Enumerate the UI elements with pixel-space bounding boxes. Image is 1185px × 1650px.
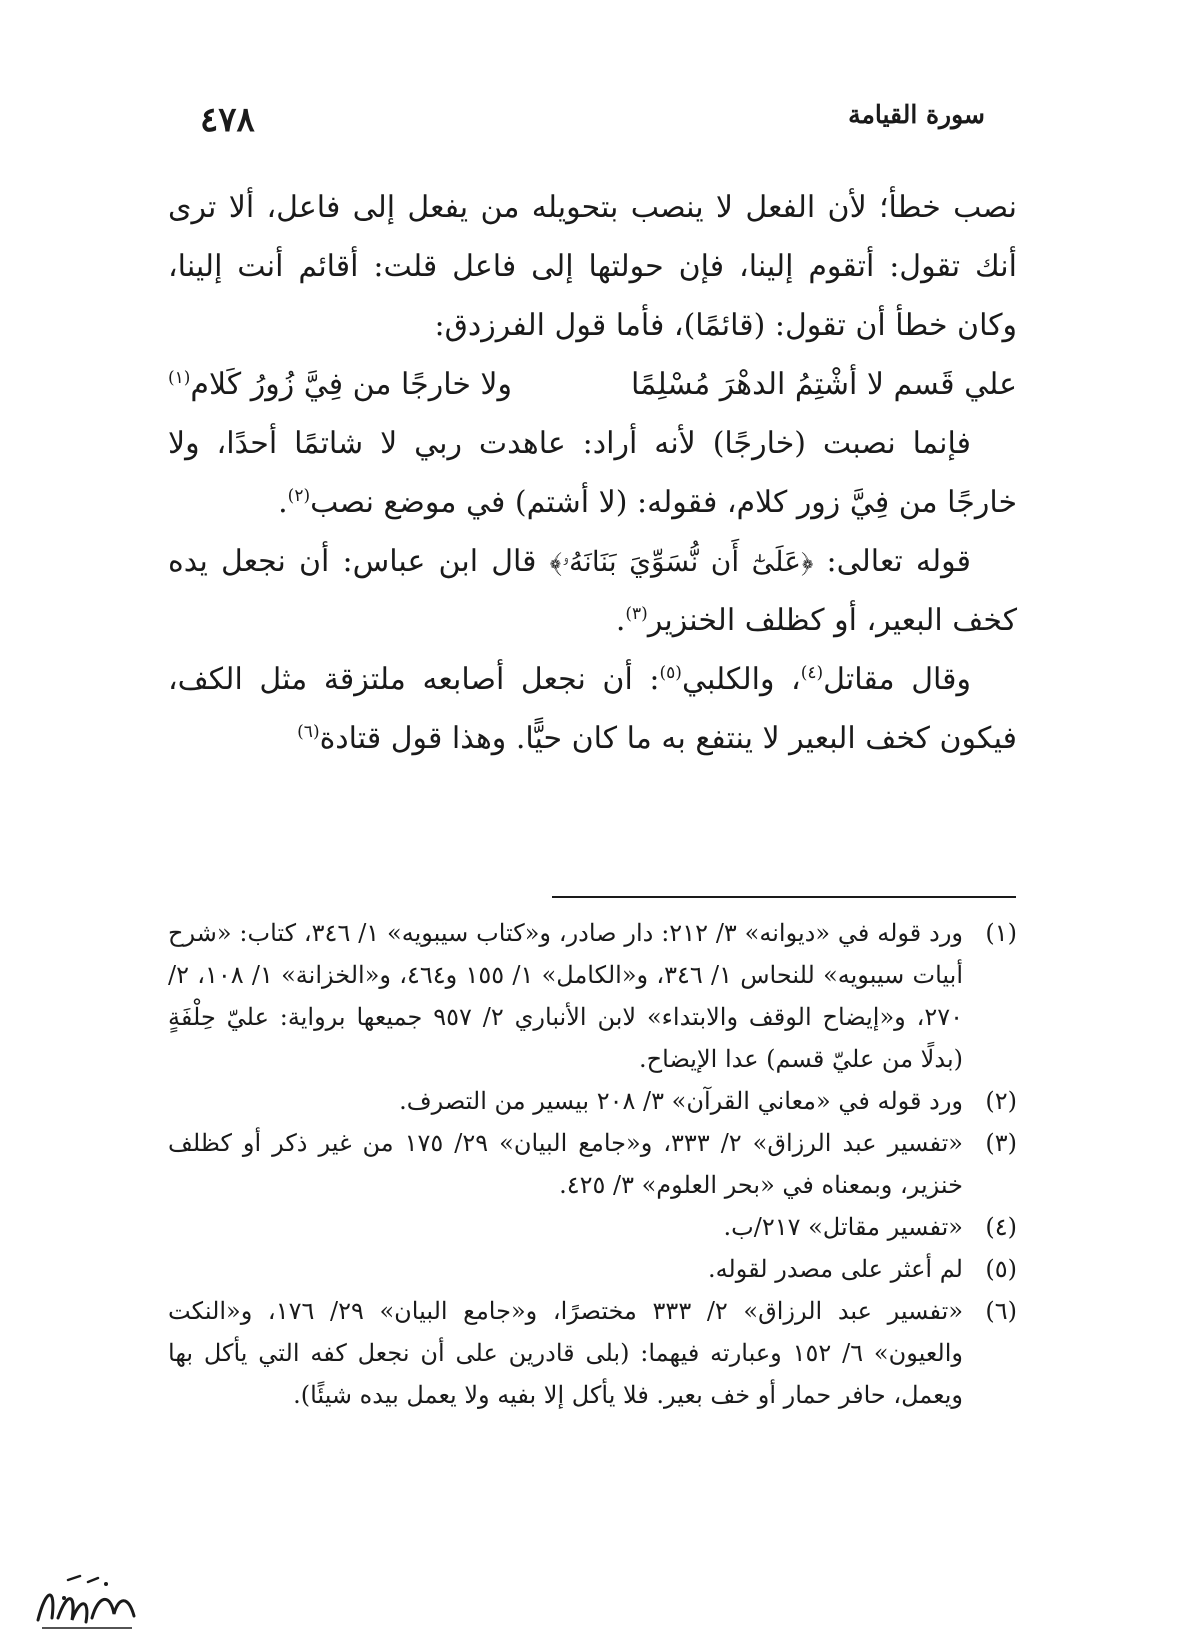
footnote-ref-1[interactable]: (١) [168,368,191,388]
verse-hemistich-first: علي قَسم لا أشْتِمُ الدهْرَ مُسْلِمًا [630,367,1017,402]
footnote-ref-4[interactable]: (٤) [800,663,824,683]
footnote-number: (٣) [985,1129,1017,1157]
paragraph-2-text: فإنما نصبت (خارجًا) لأنه أراد: عاهدت ربي لا شاتمًا أحدًا، ولا خارجًا من فِيَّ زور كلام، فقوله: (لا أشتم) في موضع نصب [168,426,1017,520]
footnote-ref-3[interactable]: (٣) [625,604,648,624]
page-header [200,100,985,150]
page-number: ٤٧٨ [200,100,255,140]
footnote-6 [168,1290,1017,1416]
paragraph-4 [168,650,1017,768]
footnote-5 [168,1248,1017,1290]
paragraph-2-end: . [278,485,288,520]
paragraph-2 [168,414,1017,532]
verse-hemistich-second: ولا خارجًا من فِيَّ زُورُ كَلام [190,367,513,402]
paragraph-4-a: وقال مقاتل [823,662,971,697]
footnote-text: «تفسير عبد الرزاق» ٢/ ٣٣٣ مختصرًا، و«جامع البيان» ٢٩/ ١٧٦، و«النكت والعيون» ٦/ ١٥٢ وعبارته فيهما: (بلى قادرين على أن نجعل كفه التي يأكل بها ويعمل، حافر حمار أو خف بعير. فلا يأكل إلا بفيه ولا يعمل بيده شيئًا). [168,1297,964,1409]
footnotes [168,912,1017,1416]
paragraph-1: نصب خطأ؛ لأن الفعل لا ينصب بتحويله من يفعل إلى فاعل، ألا ترى أنك تقول: أتقوم إلينا، فإن حولتها إلى فاعل قلت: أقائم أنت إلينا، وكان خطأ أن تقول: (قائمًا)، فأما قول الفرزدق: [168,190,1017,343]
footnote-ref-5[interactable]: (٥) [659,663,682,683]
paragraph-3 [168,532,1017,650]
footnote-text: لم أعثر على مصدر لقوله. [707,1255,963,1283]
calligraphy-logo-icon [28,1568,146,1638]
footnote-number: (١) [985,919,1017,947]
footnote-4 [168,1206,1017,1248]
footnote-number: (٤) [985,1213,1017,1241]
paragraph-3-mid: قال ابن عباس: أن نجعل يده كخف البعير، أو كظلف الخنزير [168,544,1017,638]
quran-verse: ﴿عَلَىٰٓ أَن نُّسَوِّيَ بَنَانَهُۥ﴾ [549,545,814,578]
footnote-number: (٦) [985,1297,1017,1325]
footnote-number: (٥) [985,1255,1017,1283]
paragraph-4-b: ، والكلبي [681,662,801,697]
footnote-text: ورد قوله في «ديوانه» ٣/ ٢١٢: دار صادر، و«كتاب سيبويه» ١/ ٣٤٦، كتاب: «شرح أبيات سيبويه» للنحاس ١/ ٣٤٦، و«الكامل» ١/ ١٥٥ و٤٦٤، و«الخزانة» ١/ ١٠٨، ٢/ ٢٧٠، و«إيضاح الوقف والابتداء» لابن الأنباري ٢/ ٩٥٧ جميعها برواية: عليّ حِلْفَةٍ (بدلًا من عليّ قسم) عدا الإيضاح. [168,919,964,1073]
paragraph-3-start: قوله تعالى: [813,544,971,579]
footnote-text: «تفسير عبد الرزاق» ٢/ ٣٣٣، و«جامع البيان» ٢٩/ ١٧٥ من غير ذكر أو كظلف خنزير، وبمعناه في «بحر العلوم» ٣/ ٤٢٥. [168,1129,963,1199]
footnote-3 [168,1122,1017,1206]
footnote-ref-2[interactable]: (٢) [287,486,311,506]
verse-hemistich-second-wrap [168,355,512,414]
paragraph-4-c: : أن نجعل أصابعه ملتزقة مثل الكف، فيكون كخف البعير لا ينتفع به ما كان حيًّا. وهذا قول قتادة [168,662,1017,756]
footnote-separator [552,896,1016,898]
footnote-ref-6[interactable]: (٦) [297,722,320,742]
footnote-text: ورد قوله في «معاني القرآن» ٣/ ٢٠٨ بيسير من التصرف. [399,1087,963,1115]
footnote-1 [168,912,1017,1080]
paragraph-3-end: . [615,603,626,638]
footnote-number: (٢) [985,1087,1017,1115]
footnote-2 [168,1080,1017,1122]
poetry-verse [168,355,1017,414]
footnote-text: «تفسير مقاتل» ٢١٧/ب. [723,1213,963,1241]
main-text [168,178,1017,768]
running-title: سورة القيامة [848,100,985,129]
